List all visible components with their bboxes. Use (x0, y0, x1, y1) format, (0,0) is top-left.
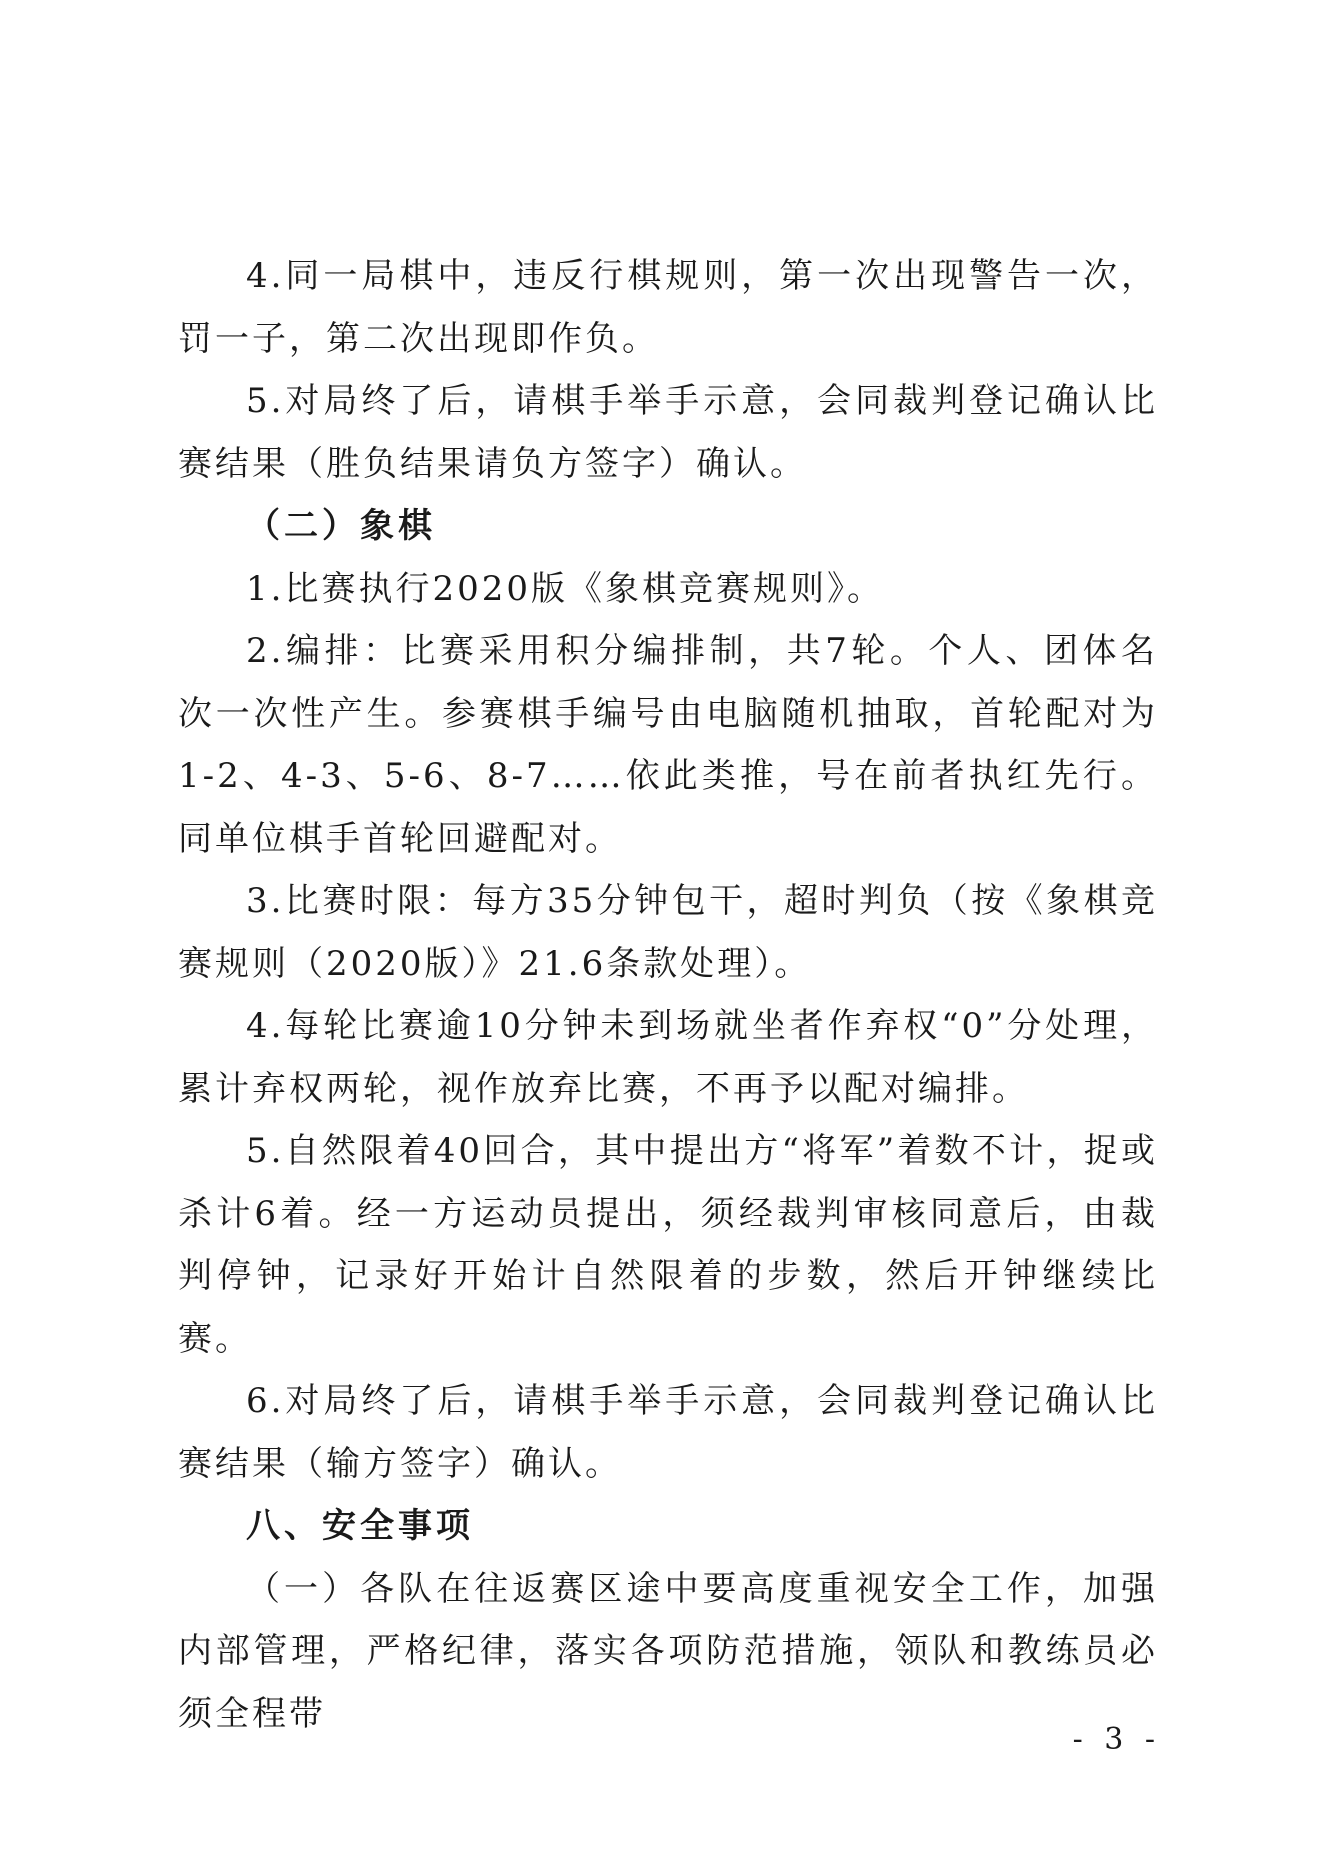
paragraph-xiangqi-rule-4: 4.每轮比赛逾10分钟未到场就坐者作弃权“0”分处理，累计弃权两轮，视作放弃比赛，不再予以配对编排。 (178, 1006, 1158, 1109)
paragraph-xiangqi-rule-1: 1.比赛执行2020版《象棋竞赛规则》。 (246, 568, 884, 609)
paragraph-weiqi-rule-4: 4.同一局棋中，违反行棋规则，第一次出现警告一次，罚一子，第二次出现即作负。 (178, 256, 1158, 359)
paragraph-xiangqi-rule-6: 6.对局终了后，请棋手举手示意，会同裁判登记确认比赛结果（输方签字）确认。 (178, 1381, 1158, 1484)
page-number: - 3 - (1072, 1722, 1161, 1757)
document-body (178, 245, 1158, 1745)
paragraph-xiangqi-rule-5: 5.自然限着40回合，其中提出方“将军”着数不计，捉或杀计6着。经一方运动员提出，须经裁判审核同意后，由裁判停钟，记录好开始计自然限着的步数，然后开钟继续比赛。 (178, 1131, 1158, 1359)
section-heading-safety: 八、安全事项 (246, 1506, 474, 1546)
section-heading-xiangqi: （二）象棋 (246, 506, 436, 546)
paragraph-safety-1: （一）各队在往返赛区途中要高度重视安全工作，加强内部管理，严格纪律，落实各项防范措施，领队和教练员必须全程带 (178, 1568, 1158, 1734)
paragraph-xiangqi-rule-3: 3.比赛时限：每方35分钟包干，超时判负（按《象棋竞赛规则（2020版）》21.6条款处理）。 (178, 881, 1158, 984)
paragraph-weiqi-rule-5: 5.对局终了后，请棋手举手示意，会同裁判登记确认比赛结果（胜负结果请负方签字）确认。 (178, 381, 1158, 484)
paragraph-xiangqi-rule-2: 2.编排：比赛采用积分编排制，共7轮。个人、团体名次一次性产生。参赛棋手编号由电脑随机抽取，首轮配对为1-2、4-3、5-6、8-7……依此类推，号在前者执红先行。同单位棋手首轮回避配对。 (178, 631, 1158, 859)
